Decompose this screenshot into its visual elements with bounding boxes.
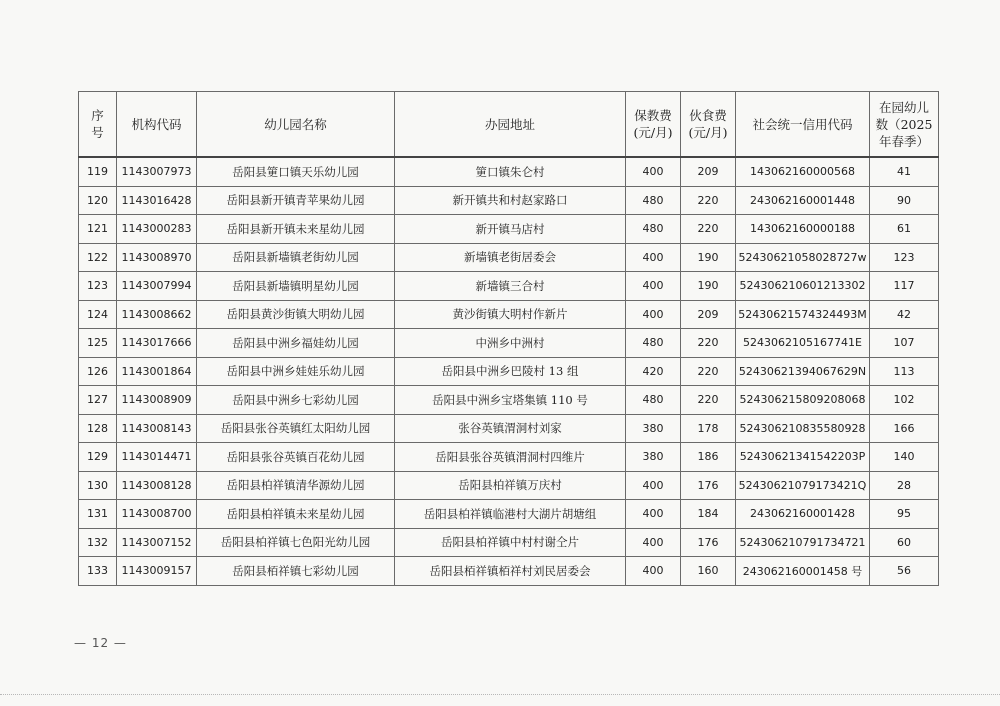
cell-count: 41 (870, 157, 939, 186)
cell-address: 中洲乡中洲村 (395, 329, 626, 358)
cell-name: 岳阳县栢祥镇七彩幼儿园 (197, 557, 395, 586)
cell-credit: 243062160001458 号 (736, 557, 870, 586)
cell-name: 岳阳县新开镇青苹果幼儿园 (197, 186, 395, 215)
cell-food: 220 (681, 329, 736, 358)
table-row (79, 186, 939, 215)
header-address: 办园地址 (395, 92, 626, 158)
cell-food: 220 (681, 215, 736, 244)
cell-no: 133 (79, 557, 117, 586)
header-count-line2: 数（2025 (875, 116, 933, 132)
cell-name: 岳阳县筻口镇天乐幼儿园 (197, 157, 395, 186)
cell-code: 1143016428 (117, 186, 197, 215)
cell-code: 1143000283 (117, 215, 197, 244)
table-row (79, 357, 939, 386)
header-count (870, 92, 939, 158)
cell-fee: 400 (626, 557, 681, 586)
cell-name: 岳阳县新墙镇明星幼儿园 (197, 272, 395, 301)
cell-credit: 243062160001428 (736, 500, 870, 529)
cell-code: 1143008662 (117, 300, 197, 329)
cell-food: 209 (681, 300, 736, 329)
scan-edge-divider (0, 694, 1000, 696)
cell-count: 107 (870, 329, 939, 358)
cell-address: 岳阳县柏祥镇临港村大湖片胡塘组 (395, 500, 626, 529)
cell-code: 1143014471 (117, 443, 197, 472)
table-row (79, 528, 939, 557)
cell-code: 1143008970 (117, 243, 197, 272)
table-row (79, 414, 939, 443)
cell-name: 岳阳县柏祥镇清华源幼儿园 (197, 471, 395, 500)
cell-credit: 143062160000568 (736, 157, 870, 186)
cell-name: 岳阳县中洲乡娃娃乐幼儿园 (197, 357, 395, 386)
cell-food: 209 (681, 157, 736, 186)
cell-fee: 380 (626, 414, 681, 443)
cell-fee: 400 (626, 243, 681, 272)
cell-count: 123 (870, 243, 939, 272)
cell-credit: 52430621058028727w (736, 243, 870, 272)
cell-no: 128 (79, 414, 117, 443)
header-food (681, 92, 736, 158)
cell-no: 124 (79, 300, 117, 329)
cell-food: 160 (681, 557, 736, 586)
cell-food: 178 (681, 414, 736, 443)
cell-no: 121 (79, 215, 117, 244)
cell-credit: 524306210791734721 (736, 528, 870, 557)
cell-address: 黄沙街镇大明村作新片 (395, 300, 626, 329)
cell-count: 166 (870, 414, 939, 443)
header-food-line2: (元/月) (688, 125, 728, 140)
cell-count: 102 (870, 386, 939, 415)
cell-code: 1143008143 (117, 414, 197, 443)
cell-no: 125 (79, 329, 117, 358)
cell-code: 1143009157 (117, 557, 197, 586)
cell-address: 筻口镇朱仑村 (395, 157, 626, 186)
cell-name: 岳阳县柏祥镇七色阳光幼儿园 (197, 528, 395, 557)
cell-address: 张谷英镇渭洞村刘家 (395, 414, 626, 443)
cell-food: 176 (681, 471, 736, 500)
cell-food: 220 (681, 386, 736, 415)
cell-name: 岳阳县张谷英镇百花幼儿园 (197, 443, 395, 472)
cell-code: 1143008700 (117, 500, 197, 529)
cell-address: 新开镇马店村 (395, 215, 626, 244)
cell-code: 1143008909 (117, 386, 197, 415)
cell-name: 岳阳县中洲乡福娃幼儿园 (197, 329, 395, 358)
cell-fee: 480 (626, 386, 681, 415)
table-row (79, 243, 939, 272)
cell-code: 1143017666 (117, 329, 197, 358)
cell-credit: 52430621574324493M (736, 300, 870, 329)
cell-credit: 52430621079173421Q (736, 471, 870, 500)
cell-name: 岳阳县新墙镇老街幼儿园 (197, 243, 395, 272)
header-credit: 社会统一信用代码 (736, 92, 870, 158)
cell-no: 132 (79, 528, 117, 557)
cell-code: 1143007994 (117, 272, 197, 301)
cell-code: 1143007973 (117, 157, 197, 186)
cell-name: 岳阳县张谷英镇红太阳幼儿园 (197, 414, 395, 443)
cell-fee: 400 (626, 528, 681, 557)
header-fee-line1: 保教费 (634, 108, 672, 123)
cell-count: 113 (870, 357, 939, 386)
cell-fee: 400 (626, 272, 681, 301)
cell-food: 220 (681, 186, 736, 215)
header-no: 序号 (79, 92, 117, 158)
cell-code: 1143001864 (117, 357, 197, 386)
cell-fee: 400 (626, 500, 681, 529)
cell-count: 117 (870, 272, 939, 301)
table-row (79, 557, 939, 586)
cell-address: 岳阳县柏祥镇中村村谢仝片 (395, 528, 626, 557)
cell-name: 岳阳县黄沙街镇大明幼儿园 (197, 300, 395, 329)
cell-address: 新墙镇三合村 (395, 272, 626, 301)
cell-code: 1143008128 (117, 471, 197, 500)
cell-count: 61 (870, 215, 939, 244)
cell-code: 1143007152 (117, 528, 197, 557)
cell-count: 140 (870, 443, 939, 472)
header-code: 机构代码 (117, 92, 197, 158)
cell-food: 220 (681, 357, 736, 386)
header-food-line1: 伙食费 (689, 108, 727, 123)
cell-name: 岳阳县柏祥镇未来星幼儿园 (197, 500, 395, 529)
cell-address: 岳阳县张谷英镇渭洞村四维片 (395, 443, 626, 472)
page-number: — 12 — (74, 636, 127, 650)
cell-credit: 143062160000188 (736, 215, 870, 244)
cell-fee: 400 (626, 300, 681, 329)
table-row (79, 443, 939, 472)
cell-name: 岳阳县中洲乡七彩幼儿园 (197, 386, 395, 415)
cell-credit: 524306215809208068 (736, 386, 870, 415)
cell-fee: 400 (626, 471, 681, 500)
header-count-line1: 在园幼儿 (878, 99, 929, 115)
table-row (79, 272, 939, 301)
cell-count: 28 (870, 471, 939, 500)
table-row (79, 215, 939, 244)
cell-no: 120 (79, 186, 117, 215)
cell-fee: 380 (626, 443, 681, 472)
cell-fee: 400 (626, 157, 681, 186)
kindergarten-fee-table (78, 91, 939, 586)
cell-credit: 524306210601213302 (736, 272, 870, 301)
table-row (79, 386, 939, 415)
table-row (79, 471, 939, 500)
cell-no: 129 (79, 443, 117, 472)
cell-fee: 480 (626, 215, 681, 244)
header-count-line3: 年春季） (878, 133, 929, 149)
table-row (79, 329, 939, 358)
cell-food: 190 (681, 243, 736, 272)
cell-address: 新开镇共和村赵家路口 (395, 186, 626, 215)
cell-credit: 524306210835580928 (736, 414, 870, 443)
cell-name: 岳阳县新开镇未来星幼儿园 (197, 215, 395, 244)
header-name: 幼儿园名称 (197, 92, 395, 158)
cell-address: 岳阳县栢祥镇栢祥村刘民居委会 (395, 557, 626, 586)
header-fee (626, 92, 681, 158)
cell-fee: 480 (626, 186, 681, 215)
cell-count: 90 (870, 186, 939, 215)
cell-no: 127 (79, 386, 117, 415)
cell-credit: 52430621394067629N (736, 357, 870, 386)
cell-count: 95 (870, 500, 939, 529)
cell-credit: 243062160001448 (736, 186, 870, 215)
cell-no: 123 (79, 272, 117, 301)
cell-address: 岳阳县柏祥镇万庆村 (395, 471, 626, 500)
cell-address: 岳阳县中洲乡巴陵村 13 组 (395, 357, 626, 386)
cell-credit: 5243062105167741E (736, 329, 870, 358)
cell-fee: 480 (626, 329, 681, 358)
cell-no: 126 (79, 357, 117, 386)
cell-address: 新墙镇老街居委会 (395, 243, 626, 272)
cell-no: 130 (79, 471, 117, 500)
cell-count: 56 (870, 557, 939, 586)
cell-no: 131 (79, 500, 117, 529)
table-row (79, 157, 939, 186)
cell-food: 176 (681, 528, 736, 557)
cell-count: 60 (870, 528, 939, 557)
table-body (79, 157, 939, 585)
table-row (79, 500, 939, 529)
header-fee-line2: (元/月) (633, 125, 673, 140)
cell-count: 42 (870, 300, 939, 329)
cell-food: 184 (681, 500, 736, 529)
cell-no: 122 (79, 243, 117, 272)
cell-address: 岳阳县中洲乡宝塔集镇 110 号 (395, 386, 626, 415)
cell-fee: 420 (626, 357, 681, 386)
cell-credit: 52430621341542203P (736, 443, 870, 472)
cell-food: 190 (681, 272, 736, 301)
table-row (79, 300, 939, 329)
table-header-row (79, 92, 939, 158)
cell-no: 119 (79, 157, 117, 186)
cell-food: 186 (681, 443, 736, 472)
